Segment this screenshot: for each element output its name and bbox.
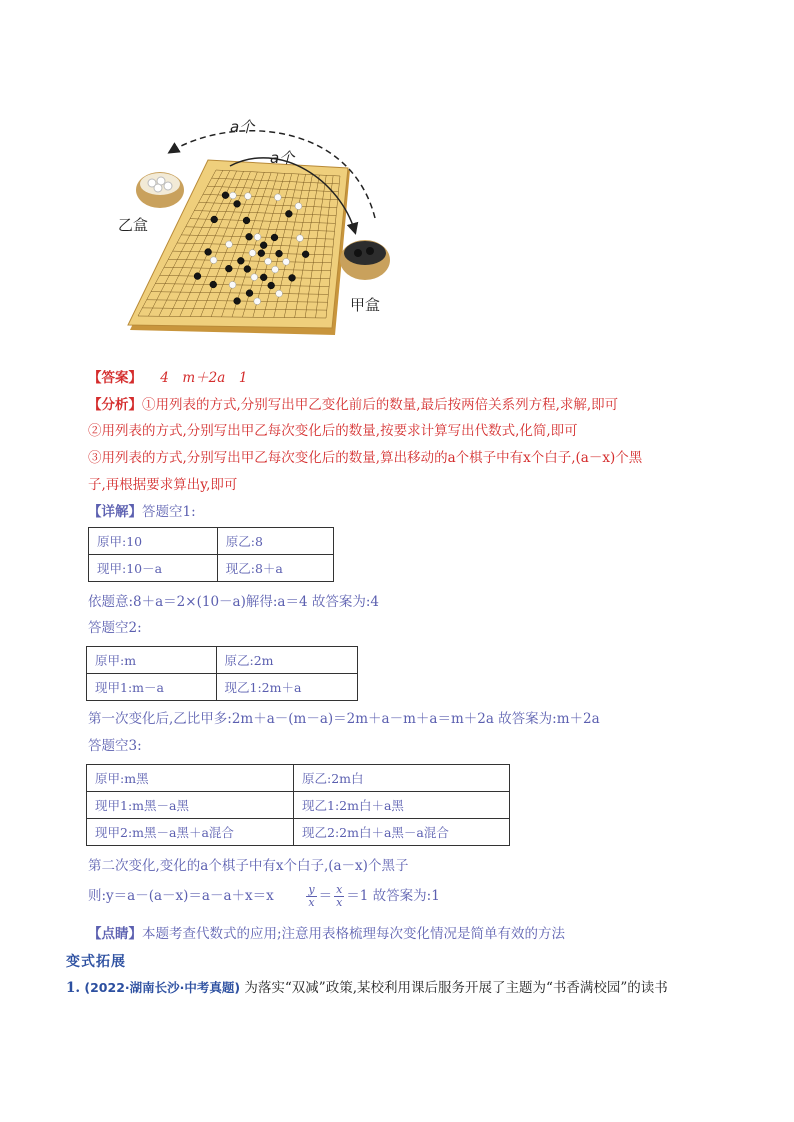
white-stone — [276, 290, 283, 297]
black-stone — [246, 233, 253, 240]
table-cell: 原甲:m黑 — [87, 765, 294, 792]
black-stone — [210, 281, 217, 288]
section-title: 变式拓展 — [66, 954, 126, 970]
table-cell: 原甲:10 — [89, 528, 218, 555]
table-row — [87, 674, 358, 701]
analysis-line-1: 【分析】①用列表的方式,分别写出甲乙变化前后的数量,最后按两倍关系列方程,求解,即可 — [88, 397, 619, 413]
detail-tag: 【详解】 — [88, 504, 142, 520]
question-source: (2022·湖南长沙·中考真题) — [84, 980, 241, 995]
table-cell: 现乙1:2m白＋a黑 — [294, 792, 510, 819]
black-stone — [234, 298, 241, 305]
comment-tag: 【点睛】 — [88, 926, 142, 942]
table-row — [89, 528, 334, 555]
white-stone — [295, 203, 302, 210]
black-stone — [222, 192, 229, 199]
arrow-label-top: a个 — [230, 118, 255, 136]
black-stone — [234, 200, 241, 207]
analysis-line-4: 子,再根据要求算出y,即可 — [88, 477, 238, 493]
analysis-line-3: ③用列表的方式,分别写出甲乙每次变化后的数量,算出移动的a个棋子中有x个白子,(a－x)个黑 — [88, 450, 643, 466]
black-stone — [237, 257, 244, 264]
fraction-x-over-x: $\frac{x}{x}$ — [336, 883, 343, 909]
table-cell: 现甲1:m黑－a黑 — [87, 792, 294, 819]
box-label-yi: 乙盒 — [118, 216, 149, 234]
white-stone — [230, 192, 237, 199]
table-q1 — [88, 527, 334, 582]
table-cell: 原乙:2m — [216, 647, 358, 674]
table-cell: 现乙1:2m＋a — [216, 674, 358, 701]
black-stone — [194, 273, 201, 280]
white-stone — [283, 258, 290, 265]
black-stone — [205, 249, 212, 256]
box-label-jia: 甲盒 — [350, 296, 381, 314]
white-stone — [265, 258, 272, 265]
white-stone — [254, 298, 261, 305]
table-cell: 现甲:10－a — [89, 555, 218, 582]
table-cell: 现乙:8＋a — [217, 555, 333, 582]
table-row — [87, 647, 358, 674]
white-stone — [274, 194, 281, 201]
answer-line — [88, 368, 247, 388]
black-stone — [244, 266, 251, 273]
table-q2 — [86, 646, 358, 701]
black-stone — [243, 217, 250, 224]
arrow-label-bottom: a个 — [270, 149, 295, 167]
white-stone — [254, 234, 261, 241]
black-stone — [289, 274, 296, 281]
table-q3 — [86, 764, 510, 846]
table-cell: 现甲1:m－a — [87, 674, 217, 701]
bowl-jia — [340, 240, 390, 280]
comment-line: 【点睛】本题考查代数式的应用;注意用表格梳理每次变化情况是简单有效的方法 — [88, 926, 566, 942]
black-stone — [211, 216, 218, 223]
white-stone — [272, 266, 279, 273]
black-stone — [271, 234, 278, 241]
question-number: 1. — [66, 980, 81, 996]
answer-values: 4 m＋2a 1 — [160, 370, 248, 386]
black-stone — [260, 242, 267, 249]
answer-tag: 【答案】 — [88, 370, 142, 386]
q3-line-2: 则:y＝a－(a－x)＝a－a＋x＝x $\frac{y}{x}$ ＝ $\frac{x}{x}$ ＝1 故答案为:1 — [88, 883, 440, 909]
table-row — [87, 765, 510, 792]
black-stone — [276, 250, 283, 257]
white-stone — [210, 257, 217, 264]
analysis-tag: 【分析】 — [88, 397, 142, 413]
black-stone — [260, 274, 267, 281]
black-stone — [258, 250, 265, 257]
bowl-yi — [136, 172, 184, 208]
q2-title: 答题空2: — [88, 620, 142, 636]
white-stone — [249, 250, 256, 257]
white-stone — [229, 281, 236, 288]
q3-title: 答题空3: — [88, 738, 142, 754]
white-stone — [297, 235, 304, 242]
table-row — [87, 819, 510, 846]
q3-line-1: 第二次变化,变化的a个棋子中有x个白子,(a－x)个黑子 — [88, 858, 409, 874]
white-stone — [226, 241, 233, 248]
q1-solution: 依题意:8＋a＝2×(10－a)解得:a＝4 故答案为:4 — [88, 594, 379, 610]
table-cell: 原乙:2m白 — [294, 765, 510, 792]
q2-solution: 第一次变化后,乙比甲多:2m＋a－(m－a)＝2m＋a－m＋a＝m＋2a 故答案为:m＋2a — [88, 711, 600, 727]
table-cell: 原乙:8 — [217, 528, 333, 555]
white-stone — [244, 193, 251, 200]
black-stone — [302, 251, 309, 258]
table-row — [87, 792, 510, 819]
detail-q1-title: 【详解】答题空1: — [88, 504, 196, 520]
black-stone — [285, 210, 292, 217]
table-cell: 现乙2:2m白＋a黑－a混合 — [294, 819, 510, 846]
table-cell: 现甲2:m黑－a黑＋a混合 — [87, 819, 294, 846]
black-stone — [246, 290, 253, 297]
question-text: 为落实“双减”政策,某校利用课后服务开展了主题为“书香满校园”的读书 — [244, 980, 668, 996]
analysis-line-2: ②用列表的方式,分别写出甲乙每次变化后的数量,按要求计算写出代数式,化简,即可 — [88, 423, 578, 439]
table-cell: 原甲:m — [87, 647, 217, 674]
fraction-y-over-x: $\frac{y}{x}$ — [308, 883, 315, 909]
table-row — [89, 555, 334, 582]
white-stone — [251, 274, 258, 281]
black-stone — [268, 282, 275, 289]
question-1 — [66, 978, 668, 998]
black-stone — [225, 265, 232, 272]
